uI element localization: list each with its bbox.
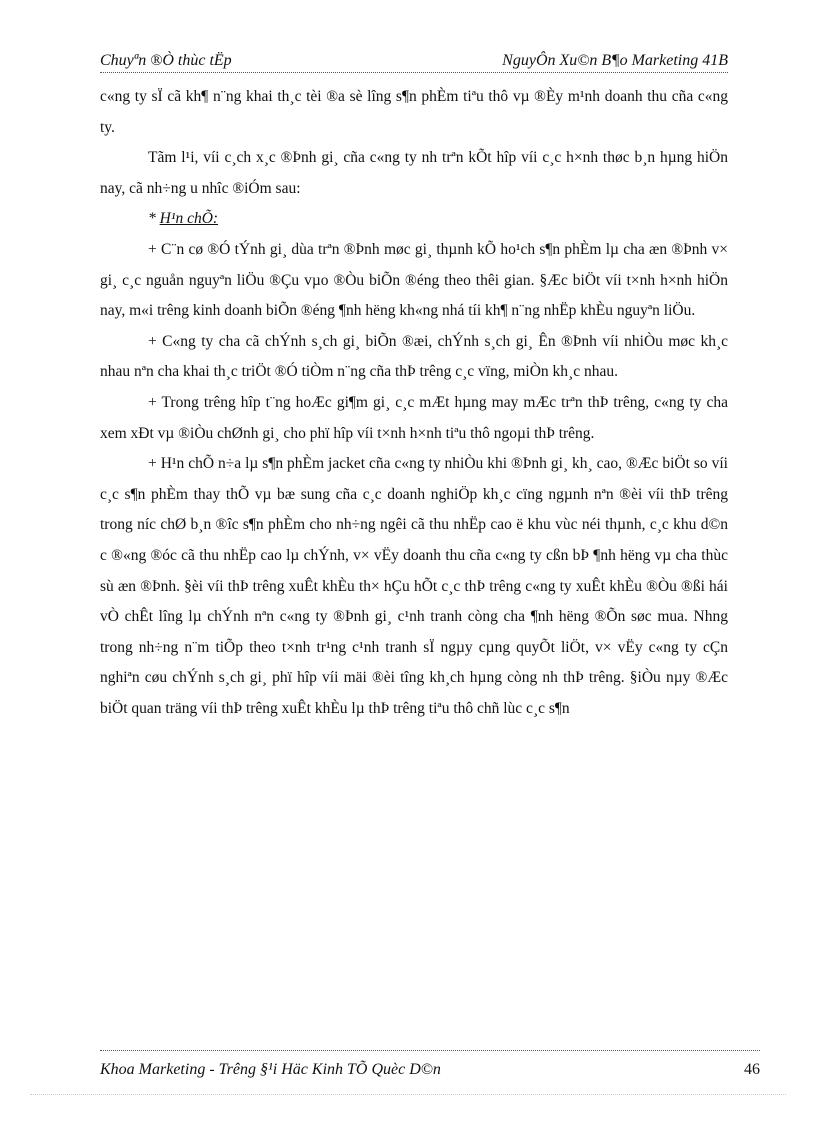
header-author: NguyÔn Xu©n B¶o Marketing 41B <box>502 52 728 69</box>
page-footer <box>100 1050 760 1081</box>
paragraph: Tãm l¹i, víi c¸ch x¸c ®Þnh gi¸ cña c«ng ty nh trªn kÕt hîp víi c¸c h×nh thøc b¸n hµng hiÖn nay, cã nh÷ng u nhîc ®iÓm sau: <box>100 149 728 197</box>
heading-text: H¹n chÕ: <box>159 210 219 228</box>
paragraph: c«ng ty sÏ cã kh¶ n¨ng khai th¸c tèi ®a sè lîng s¶n phÈm tiªu thô vµ ®Èy m¹nh doanh thu cña c«ng ty. <box>100 88 728 136</box>
heading-bullet: * <box>148 210 160 228</box>
header-title: Chuyªn ®Ò thùc tËp <box>100 52 232 69</box>
paragraph: + C¨n cø ®Ó tÝnh gi¸ dùa trªn ®Þnh møc gi¸ thµnh kÕ ho¹ch s¶n phÈm lµ cha æn ®Þnh v× gi¸ c¸c nguån nguyªn liÖu ®Çu vµo ®Òu biÕn ®éng theo thêi gian. §Æc biÖt víi t×nh h×nh hiÖn nay, m«i trêng kinh doanh biÕn ®éng ¶nh hëng kh«ng nhá tíi kh¶ n¨ng nhËp khÈu nguyªn liÖu. <box>100 240 728 320</box>
page-number: 46 <box>744 1061 760 1078</box>
section-heading <box>100 204 728 235</box>
page-body <box>100 82 728 724</box>
page-header <box>100 50 728 73</box>
bottom-divider <box>30 1094 786 1095</box>
paragraph: + C«ng ty cha cã chÝnh s¸ch gi¸ biÕn ®æi, chÝnh s¸ch gi¸ Ên ®Þnh víi nhiÒu møc kh¸c nhau nªn cha khai th¸c triÖt ®Ó tiÒm n¨ng cña thÞ trêng c¸c vïng, miÒn kh¸c nhau. <box>100 332 728 381</box>
footer-institution: Khoa Marketing - Trêng §¹i Häc Kinh TÕ Quèc D©n <box>100 1061 441 1078</box>
paragraph: + H¹n chÕ n÷a lµ s¶n phÈm jacket cña c«ng ty nhiÒu khi ®Þnh gi¸ kh¸ cao, ®Æc biÖt so víi c¸c s¶n phÈm thay thÕ vµ bæ sung cña c¸c doanh nghiÖp kh¸c cïng ngµnh nªn ®èi víi thÞ trêng trong níc chØ b¸n ®îc s¶n phÈm cho nh÷ng ngêi cã thu nhËp cao ë khu vùc néi thµnh, c¸c khu d©n c ®«ng ®óc cã thu nhËp cao lµ chÝnh, v× vËy doanh thu cña c«ng ty cßn bÞ ¶nh hëng vµ cha thùc sù æn ®Þnh. §èi víi thÞ trêng xuÊt khÈu th× hÇu hÕt c¸c thÞ trêng c«ng ty xuÊt khÈu ®Òu ®ßi hái vÒ chÊt lîng lµ chÝnh nªn c«ng ty ®Þnh gi¸ c¹nh tranh còng cha ¶nh hëng ®Õn søc mua. Nhng trong nh÷ng n¨m tiÕp theo t×nh tr¹ng c¹nh tranh sÏ ngµy cµng quyÕt liÖt, v× vËy c«ng ty cÇn nghiªn cøu chÝnh s¸ch gi¸ phï hîp víi mäi ®èi tîng kh¸ch hµng còng nh thÞ trêng. §iÒu nµy ®Æc biÖt quan träng víi thÞ trêng xuÊt khÈu lµ thÞ trêng tiªu thô chñ lùc c¸c s¶n <box>100 455 728 717</box>
paragraph: + Trong trêng hîp t¨ng hoÆc gi¶m gi¸ c¸c mÆt hµng may mÆc trªn thÞ trêng, c«ng ty cha xem xÐt vµ ®iÒu chØnh gi¸ cho phï hîp víi t×nh h×nh tiªu thô ngoµi thÞ trêng. <box>100 393 728 442</box>
